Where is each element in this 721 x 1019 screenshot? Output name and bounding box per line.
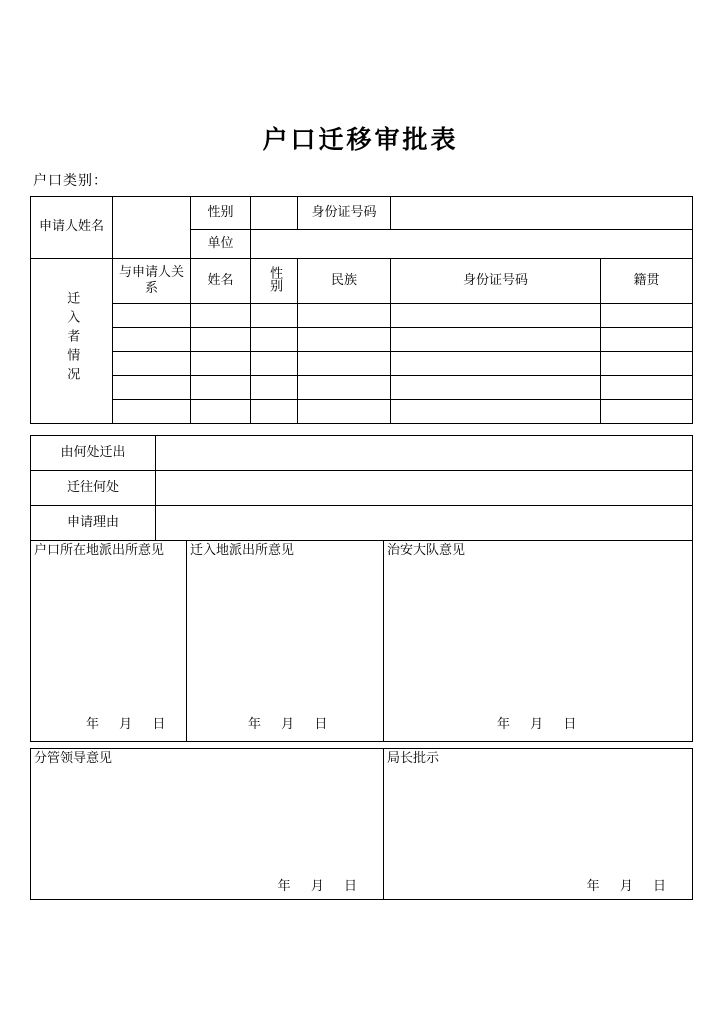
mover-id-cell[interactable] [391,352,601,376]
table-row [31,328,693,352]
date-day-label: 日 [563,717,578,733]
mover-id-cell[interactable] [391,328,601,352]
opinion-cell-security-brigade[interactable] [384,541,693,742]
applicant-gender-label: 性别 [191,197,251,230]
transfer-row-reason [31,506,693,541]
mover-name-cell[interactable] [191,352,251,376]
movers-col-ethnicity-header: 民族 [298,259,391,304]
mover-name-cell[interactable] [191,376,251,400]
mover-name-cell[interactable] [191,304,251,328]
mover-relation-cell[interactable] [113,328,191,352]
mover-relation-cell[interactable] [113,304,191,328]
applicant-and-movers-table [30,196,693,424]
date-year-label: 年 [277,879,292,895]
date-day-label: 日 [314,717,329,733]
mover-ethnicity-cell[interactable] [298,400,391,424]
mover-ethnicity-cell[interactable] [298,352,391,376]
movers-col-origin-header: 籍贯 [601,259,693,304]
mover-relation-cell[interactable] [113,400,191,424]
mover-relation-cell[interactable] [113,376,191,400]
transfer-to-input[interactable] [156,471,693,506]
mover-id-cell[interactable] [391,304,601,328]
household-category-label: 户口类别： [33,173,108,189]
applicant-row-1 [31,197,693,230]
applicant-name-input[interactable] [113,197,191,259]
mover-id-cell[interactable] [391,376,601,400]
table-row [31,376,693,400]
table-row [31,304,693,328]
opinion-title-destination-station: 迁入地派出所意见 [190,543,295,558]
transfer-from-label: 由何处迁出 [31,436,156,471]
transfer-details-table [30,435,693,541]
opinion-content-local-station[interactable] [31,559,186,562]
transfer-from-input[interactable] [156,436,693,471]
opinion-title-local-station: 户口所在地派出所意见 [34,543,165,558]
approval-date-bureau-director [580,880,674,895]
movers-col-gender-header-text: 性别 [267,265,283,292]
applicant-gender-input[interactable] [251,197,298,230]
mover-origin-cell[interactable] [601,352,693,376]
applicant-id-label: 身份证号码 [298,197,391,230]
transfer-to-label: 迁往何处 [31,471,156,506]
opinion-cell-local-station[interactable] [31,541,187,742]
transfer-reason-label: 申请理由 [31,506,156,541]
approval-title-bureau-director: 局长批示 [387,751,440,766]
mover-name-cell[interactable] [191,328,251,352]
date-month-label: 月 [619,879,634,895]
movers-header-row [31,259,693,304]
mover-name-cell[interactable] [191,400,251,424]
applicant-name-label: 申请人姓名 [31,197,113,259]
opinions-row [31,541,693,742]
table-row [31,400,693,424]
movers-section-label-text: 迁入者情况 [64,291,80,387]
mover-origin-cell[interactable] [601,304,693,328]
mover-ethnicity-cell[interactable] [298,328,391,352]
date-day-label: 日 [152,717,167,733]
date-month-label: 月 [119,717,134,733]
mover-origin-cell[interactable] [601,328,693,352]
applicant-id-input[interactable] [391,197,693,230]
mover-gender-cell[interactable] [251,304,298,328]
mover-ethnicity-cell[interactable] [298,376,391,400]
approvals-table [30,748,693,900]
movers-section-label [31,259,113,424]
mover-gender-cell[interactable] [251,376,298,400]
transfer-row-from [31,436,693,471]
mover-gender-cell[interactable] [251,400,298,424]
approval-content-bureau-director[interactable] [384,767,692,770]
approval-title-supervising-leader: 分管领导意见 [34,751,113,766]
opinions-table [30,540,693,742]
approval-content-supervising-leader[interactable] [31,767,383,770]
approvals-row [31,749,693,900]
mover-relation-cell[interactable] [113,352,191,376]
date-month-label: 月 [530,717,545,733]
movers-col-gender-header [251,259,298,304]
movers-col-relation-header [113,259,191,304]
movers-col-id-header: 身份证号码 [391,259,601,304]
opinion-date-destination-station [241,718,335,733]
opinion-title-security-brigade: 治安大队意见 [387,543,466,558]
mover-origin-cell[interactable] [601,400,693,424]
page-title: 户口迁移审批表 [262,125,459,154]
transfer-row-to [31,471,693,506]
opinion-date-local-station [79,718,173,733]
mover-gender-cell[interactable] [251,352,298,376]
date-day-label: 日 [343,879,358,895]
date-year-label: 年 [248,717,263,733]
date-year-label: 年 [586,879,601,895]
mover-id-cell[interactable] [391,400,601,424]
opinion-date-security-brigade [490,718,584,733]
mover-origin-cell[interactable] [601,376,693,400]
applicant-unit-input[interactable] [251,230,693,259]
movers-col-relation-header-text: 与申请人关系 [118,264,184,296]
approval-date-supervising-leader [271,880,365,895]
opinion-content-destination-station[interactable] [187,559,383,562]
date-year-label: 年 [86,717,101,733]
table-row [31,352,693,376]
opinion-cell-destination-station[interactable] [187,541,384,742]
date-month-label: 月 [281,717,296,733]
movers-col-name-header: 姓名 [191,259,251,304]
date-year-label: 年 [497,717,512,733]
mover-ethnicity-cell[interactable] [298,304,391,328]
date-day-label: 日 [652,879,667,895]
opinion-content-security-brigade[interactable] [384,559,692,562]
approval-cell-supervising-leader[interactable] [31,749,384,900]
mover-gender-cell[interactable] [251,328,298,352]
date-month-label: 月 [310,879,325,895]
transfer-reason-input[interactable] [156,506,693,541]
applicant-unit-label: 单位 [191,230,251,259]
approval-cell-bureau-director[interactable] [384,749,693,900]
